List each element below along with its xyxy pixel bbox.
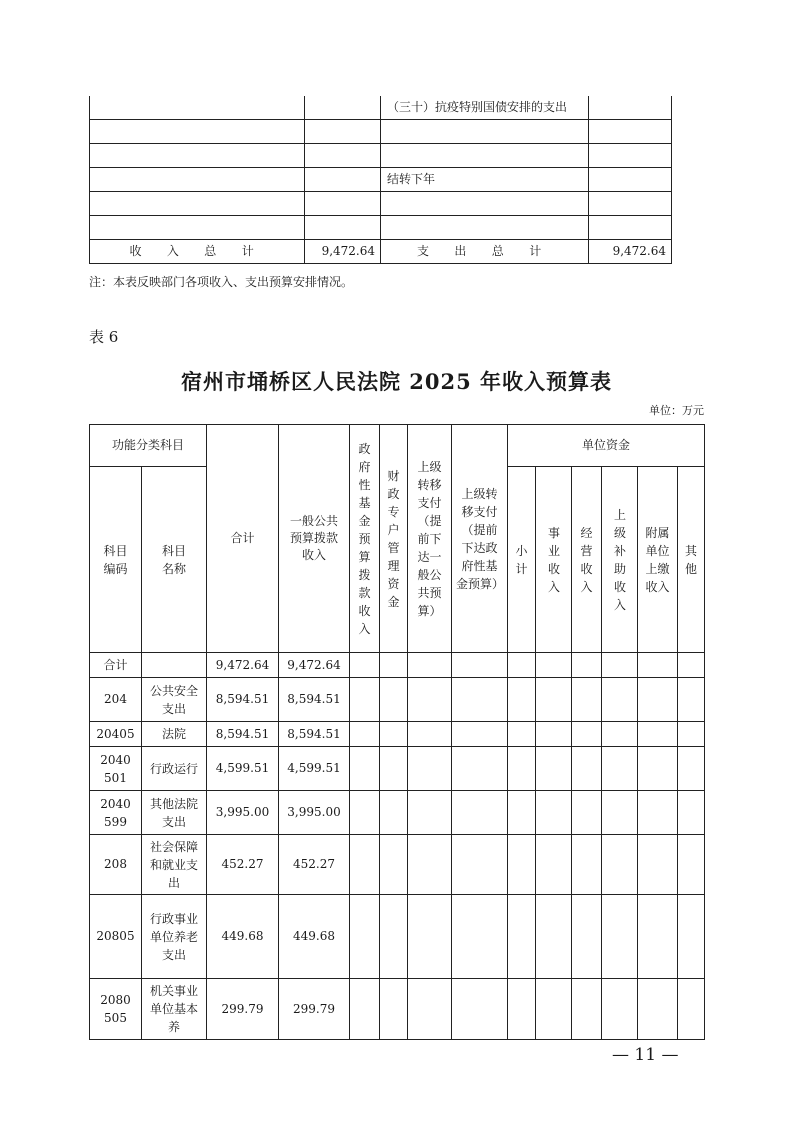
table-cell [589, 216, 672, 240]
table-row [90, 120, 672, 144]
row-general: 9,472.64 [279, 653, 350, 678]
table-cell: 结转下年 [381, 168, 589, 192]
expense-total-value: 9,472.64 [589, 240, 672, 264]
income-total-value: 9,472.64 [305, 240, 381, 264]
header-upper-transfer-general: 上级转移支付（提前下达一般公共预算） [408, 425, 452, 653]
table-cell [589, 144, 672, 168]
header-unit-funds: 单位资金 [508, 425, 705, 467]
table-cell [90, 120, 305, 144]
table-cell [90, 216, 305, 240]
table-cell [90, 144, 305, 168]
table-cell [589, 120, 672, 144]
row-total: 449.68 [207, 895, 279, 979]
income-total-label: 收 入 总 计 [90, 240, 305, 264]
row-total: 299.79 [207, 979, 279, 1040]
row-name: 公共安全支出 [142, 678, 207, 722]
row-code: 20405 [90, 722, 142, 747]
row-name: 机关事业单位基本养 [142, 979, 207, 1040]
row-code: 20805 [90, 895, 142, 979]
table-row [90, 96, 672, 120]
table-cell [305, 96, 381, 120]
table-row [90, 722, 705, 747]
table-cell [589, 168, 672, 192]
unit-label: 单位：万元 [649, 404, 704, 417]
table-cell [305, 120, 381, 144]
table-cell [305, 168, 381, 192]
header-gov-fund: 政府性基金预算拨款收入 [350, 425, 380, 653]
page-title: 宿州市埇桥区人民法院 2025 年收入预算表 [180, 369, 613, 394]
header-func-class: 功能分类科目 [90, 425, 207, 467]
row-general: 8,594.51 [279, 722, 350, 747]
income-expense-summary-table [89, 96, 672, 264]
header-subtotal: 小计 [508, 467, 536, 653]
row-general: 299.79 [279, 979, 350, 1040]
row-general: 3,995.00 [279, 791, 350, 835]
table-row [90, 895, 705, 979]
table-cell [381, 120, 589, 144]
row-total: 8,594.51 [207, 678, 279, 722]
total-row [90, 240, 672, 264]
table-row [90, 192, 672, 216]
table-cell [589, 192, 672, 216]
row-general: 449.68 [279, 895, 350, 979]
row-name: 社会保障和就业支出 [142, 835, 207, 895]
table-row [90, 835, 705, 895]
table-label: 表 6 [89, 328, 119, 346]
table-row [90, 144, 672, 168]
header-other: 其他 [678, 467, 705, 653]
table-cell [381, 144, 589, 168]
table-cell [90, 168, 305, 192]
table-cell [381, 192, 589, 216]
table-row [90, 979, 705, 1040]
row-name: 行政事业单位养老支出 [142, 895, 207, 979]
header-business-income: 事业收入 [536, 467, 572, 653]
table-row [90, 216, 672, 240]
row-code: 204 [90, 678, 142, 722]
row-code: 208 [90, 835, 142, 895]
table-row [90, 678, 705, 722]
row-code: 2040501 [90, 747, 142, 791]
expense-total-label: 支 出 总 计 [381, 240, 589, 264]
table-cell [90, 192, 305, 216]
row-name: 其他法院支出 [142, 791, 207, 835]
header-general-budget: 一般公共预算拨款收入 [279, 425, 350, 653]
row-total: 9,472.64 [207, 653, 279, 678]
table-cell [381, 216, 589, 240]
table-cell [305, 192, 381, 216]
row-code: 2080505 [90, 979, 142, 1040]
row-general: 4,599.51 [279, 747, 350, 791]
table-row [90, 747, 705, 791]
header-upper-subsidy: 上级补助收入 [602, 467, 638, 653]
table-cell [90, 96, 305, 120]
table-cell: （三十）抗疫特别国债安排的支出 [381, 96, 589, 120]
table-row [90, 653, 705, 678]
row-total: 3,995.00 [207, 791, 279, 835]
row-total: 4,599.51 [207, 747, 279, 791]
table-row [90, 168, 672, 192]
table-row [90, 791, 705, 835]
row-name [142, 653, 207, 678]
header-row [90, 425, 705, 467]
page-number: — 11 — [612, 1045, 679, 1065]
table-note: 注：本表反映部门各项收入、支出预算安排情况。 [89, 275, 354, 289]
row-general: 8,594.51 [279, 678, 350, 722]
row-name: 行政运行 [142, 747, 207, 791]
row-total: 8,594.51 [207, 722, 279, 747]
table-cell [305, 144, 381, 168]
table-cell [305, 216, 381, 240]
header-code: 科目编码 [90, 467, 142, 653]
header-affiliated-income: 附属单位上缴收入 [638, 467, 678, 653]
header-name: 科目名称 [142, 467, 207, 653]
row-general: 452.27 [279, 835, 350, 895]
row-code: 2040599 [90, 791, 142, 835]
header-fiscal-special: 财政专户管理资金 [380, 425, 408, 653]
row-total: 452.27 [207, 835, 279, 895]
row-code: 合计 [90, 653, 142, 678]
income-budget-table [89, 424, 705, 1040]
header-upper-transfer-fund: 上级转移支付（提前下达政府性基金预算） [452, 425, 508, 653]
header-total: 合计 [207, 425, 279, 653]
table-cell [589, 96, 672, 120]
row-name: 法院 [142, 722, 207, 747]
header-operating-income: 经营收入 [572, 467, 602, 653]
